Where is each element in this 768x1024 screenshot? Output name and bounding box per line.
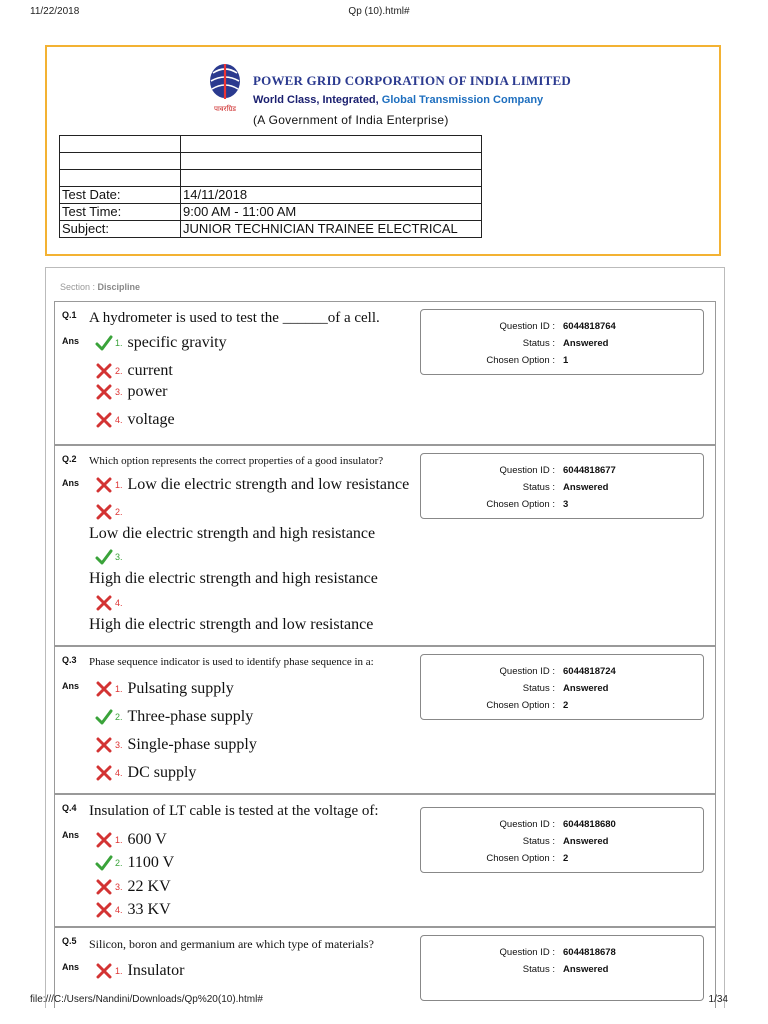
status-value: Answered xyxy=(563,964,609,975)
question-text: A hydrometer is used to test the ______of a cell. xyxy=(89,310,380,326)
question-block xyxy=(54,794,716,927)
wrong-cross-icon xyxy=(95,832,113,848)
answer-option xyxy=(95,362,173,380)
file-path: file:///C:/Users/Nandini/Downloads/Qp%20(10).html# xyxy=(30,994,263,1005)
info-key xyxy=(60,170,181,187)
status-label: Status : xyxy=(522,338,555,349)
question-block xyxy=(54,445,716,646)
wrong-cross-icon xyxy=(95,681,113,697)
answer-label: Ans xyxy=(62,478,80,488)
option-text: 1100 V xyxy=(127,854,175,871)
wrong-cross-icon xyxy=(95,879,113,895)
answer-option xyxy=(95,476,409,494)
answer-option xyxy=(95,383,168,401)
status-value: Answered xyxy=(563,482,609,493)
chosen-option-label: Chosen Option : xyxy=(486,853,555,864)
chosen-option-value: 2 xyxy=(563,853,569,864)
question-id-value: 6044818764 xyxy=(563,321,616,332)
answer-option xyxy=(95,962,184,980)
answer-option xyxy=(95,411,175,429)
question-number: Q.1 xyxy=(62,310,77,320)
print-footer xyxy=(30,994,728,1008)
info-row xyxy=(60,221,482,238)
option-marker xyxy=(95,503,128,521)
option-marker xyxy=(95,594,128,612)
info-row xyxy=(60,136,482,153)
answer-label: Ans xyxy=(62,336,80,346)
option-number: 2. xyxy=(115,712,123,723)
option-number: 1. xyxy=(115,684,123,695)
info-value: 9:00 AM - 11:00 AM xyxy=(181,204,482,221)
answer-label: Ans xyxy=(62,830,80,840)
chosen-option-label: Chosen Option : xyxy=(486,700,555,711)
correct-check-icon xyxy=(95,709,113,725)
option-number: 4. xyxy=(115,415,123,426)
option-text: Low die electric strength and low resistance xyxy=(127,476,410,493)
info-key: Subject: xyxy=(60,221,181,238)
status-value: Answered xyxy=(563,338,609,349)
question-id-value: 6044818677 xyxy=(563,465,616,476)
wrong-cross-icon xyxy=(95,902,113,918)
option-text: 33 KV xyxy=(127,901,171,918)
correct-check-icon xyxy=(95,335,113,351)
chosen-option-label: Chosen Option : xyxy=(486,355,555,366)
question-text: Insulation of LT cable is tested at the voltage of: xyxy=(89,803,379,819)
option-text: 600 V xyxy=(127,831,167,848)
option-text: High die electric strength and low resistance xyxy=(89,616,374,633)
info-row xyxy=(60,204,482,221)
question-text: Phase sequence indicator is used to identify phase sequence in a: xyxy=(89,656,374,668)
wrong-cross-icon xyxy=(95,384,113,400)
option-text: 22 KV xyxy=(127,878,171,895)
print-title: Qp (10).html# xyxy=(348,6,410,17)
option-number: 3. xyxy=(115,740,123,751)
answer-label: Ans xyxy=(62,681,80,691)
answer-option xyxy=(95,854,174,872)
info-value xyxy=(181,136,482,153)
org-tagline: World Class, Integrated, Global Transmission Company xyxy=(253,94,544,106)
option-text: current xyxy=(127,362,173,379)
wrong-cross-icon xyxy=(95,363,113,379)
section-label: Section : Discipline xyxy=(60,282,141,292)
option-number: 1. xyxy=(115,338,123,349)
print-header xyxy=(30,6,728,22)
powergrid-logo-icon xyxy=(205,61,245,115)
question-meta-box xyxy=(420,654,704,720)
status-label: Status : xyxy=(522,964,555,975)
correct-check-icon xyxy=(95,549,113,565)
svg-text:पावरग्रिड: पावरग्रिड xyxy=(213,105,237,113)
info-key: Test Date: xyxy=(60,187,181,204)
answer-label: Ans xyxy=(62,962,80,972)
question-number: Q.5 xyxy=(62,936,77,946)
org-name: POWER GRID CORPORATION OF INDIA LIMITED xyxy=(253,73,572,88)
info-value: 14/11/2018 xyxy=(181,187,482,204)
option-number: 1. xyxy=(115,966,123,977)
info-row xyxy=(60,153,482,170)
option-text: voltage xyxy=(127,411,175,428)
question-number: Q.2 xyxy=(62,454,77,464)
wrong-cross-icon xyxy=(95,477,113,493)
option-number: 1. xyxy=(115,480,123,491)
question-id-value: 6044818680 xyxy=(563,819,616,830)
option-number: 2. xyxy=(115,507,123,518)
status-label: Status : xyxy=(522,683,555,694)
option-number: 1. xyxy=(115,835,123,846)
answer-option xyxy=(95,901,171,919)
option-number: 4. xyxy=(115,905,123,916)
wrong-cross-icon xyxy=(95,765,113,781)
answer-option xyxy=(95,708,253,726)
question-text: Which option represents the correct properties of a good insulator? xyxy=(89,455,384,467)
question-id-value: 6044818678 xyxy=(563,947,616,958)
question-id-label: Question ID : xyxy=(499,947,555,958)
question-number: Q.4 xyxy=(62,803,77,813)
option-text: Insulator xyxy=(127,962,185,979)
status-label: Status : xyxy=(522,836,555,847)
option-number: 4. xyxy=(115,598,123,609)
chosen-option-value: 3 xyxy=(563,499,569,510)
option-number: 3. xyxy=(115,552,123,563)
status-label: Status : xyxy=(522,482,555,493)
question-id-value: 6044818724 xyxy=(563,666,616,677)
option-marker xyxy=(95,548,128,566)
correct-check-icon xyxy=(95,855,113,871)
chosen-option-label: Chosen Option : xyxy=(486,499,555,510)
print-date: 11/22/2018 xyxy=(30,6,80,17)
test-info-table xyxy=(59,135,482,238)
info-key xyxy=(60,136,181,153)
info-value xyxy=(181,170,482,187)
answer-option xyxy=(95,878,171,896)
answer-option xyxy=(95,334,227,352)
option-number: 3. xyxy=(115,387,123,398)
section-discipline xyxy=(45,267,725,1008)
option-number: 2. xyxy=(115,366,123,377)
option-number: 2. xyxy=(115,858,123,869)
answer-option xyxy=(95,736,257,754)
question-meta-box xyxy=(420,935,704,1001)
option-text: specific gravity xyxy=(127,334,227,351)
page-number: 1/34 xyxy=(708,994,728,1005)
option-number: 4. xyxy=(115,768,123,779)
chosen-option-value: 2 xyxy=(563,700,569,711)
option-text: Low die electric strength and high resistance xyxy=(89,525,376,542)
question-meta-box xyxy=(420,453,704,519)
answer-option xyxy=(95,764,196,782)
chosen-option-value: 1 xyxy=(563,355,569,366)
question-id-label: Question ID : xyxy=(499,666,555,677)
wrong-cross-icon xyxy=(95,504,113,520)
wrong-cross-icon xyxy=(95,412,113,428)
info-key: Test Time: xyxy=(60,204,181,221)
info-value: JUNIOR TECHNICIAN TRAINEE ELECTRICAL xyxy=(181,221,482,238)
question-meta-box xyxy=(420,807,704,873)
wrong-cross-icon xyxy=(95,963,113,979)
option-text: High die electric strength and high resistance xyxy=(89,570,378,587)
exam-header-box xyxy=(45,45,721,256)
info-row xyxy=(60,187,482,204)
info-row xyxy=(60,170,482,187)
status-value: Answered xyxy=(563,836,609,847)
option-text: DC supply xyxy=(127,764,197,781)
question-meta-box xyxy=(420,309,704,375)
option-text: Single-phase supply xyxy=(127,736,257,753)
option-text: power xyxy=(127,383,168,400)
status-value: Answered xyxy=(563,683,609,694)
question-number: Q.3 xyxy=(62,655,77,665)
answer-option xyxy=(95,680,234,698)
question-id-label: Question ID : xyxy=(499,465,555,476)
info-key xyxy=(60,153,181,170)
option-text: Three-phase supply xyxy=(127,708,254,725)
question-text: Silicon, boron and germanium are which type of materials? xyxy=(89,937,374,951)
question-block xyxy=(54,646,716,794)
answer-option xyxy=(95,831,167,849)
org-govt-line: (A Government of India Enterprise) xyxy=(253,113,449,127)
option-text: Pulsating supply xyxy=(127,680,234,697)
wrong-cross-icon xyxy=(95,595,113,611)
option-number: 3. xyxy=(115,882,123,893)
question-id-label: Question ID : xyxy=(499,321,555,332)
question-block xyxy=(54,301,716,445)
wrong-cross-icon xyxy=(95,737,113,753)
info-value xyxy=(181,153,482,170)
question-id-label: Question ID : xyxy=(499,819,555,830)
